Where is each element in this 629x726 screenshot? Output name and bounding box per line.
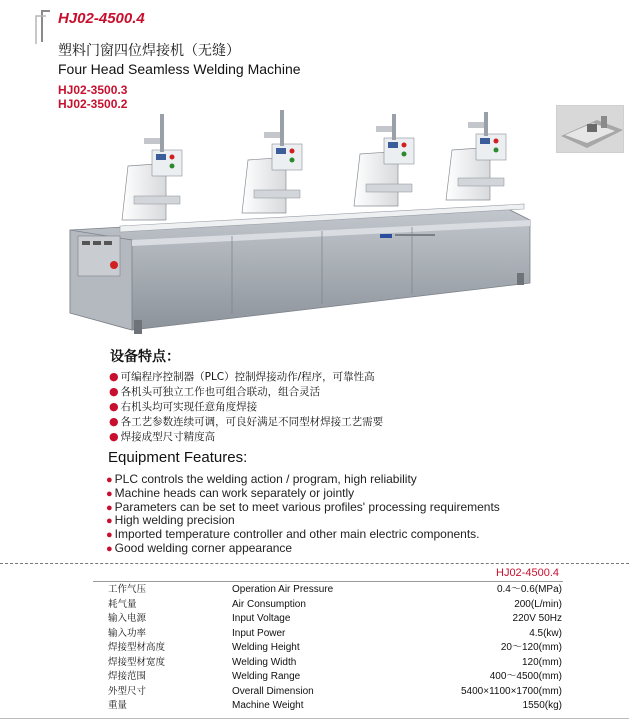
- list-item: [106, 528, 500, 542]
- bullet-icon: ●: [106, 542, 113, 555]
- table-row: [108, 612, 562, 627]
- table-row: [108, 627, 562, 642]
- bullet-icon: ●: [106, 474, 113, 486]
- list-item: [106, 473, 500, 487]
- bullet-icon: ●: [106, 515, 113, 528]
- feature-text: Machine heads can work separately or jointly: [114, 485, 355, 500]
- spec-label-cn: 外型尺寸: [108, 685, 147, 697]
- bullet-icon: ●: [106, 501, 113, 514]
- feature-text: 各工艺参数连续可调，可良好满足不同型材焊接工艺需要: [120, 416, 384, 428]
- section-divider: [0, 563, 629, 564]
- product-title-cn: 塑料门窗四位焊接机（无缝）: [58, 43, 240, 59]
- feature-text: 各机头可独立工作也可组合联动，组合灵活: [120, 386, 321, 398]
- product-title-en: Four Head Seamless Welding Machine: [58, 61, 301, 77]
- bullet-icon: ●: [109, 385, 119, 398]
- bullet-icon: ●: [109, 430, 119, 443]
- spec-label-cn: 焊接型材高度: [108, 642, 166, 653]
- feature-text: 右机头均可实现任意角度焊接: [120, 401, 258, 413]
- spec-label-en: Input Power: [232, 627, 286, 639]
- spec-value: 400～4500(mm): [489, 671, 562, 682]
- list-item: [109, 429, 383, 444]
- feature-text: Parameters can be set to meet various profiles' processing requirements: [114, 499, 500, 514]
- table-row: [108, 656, 562, 671]
- spec-label-en: Welding Width: [232, 656, 297, 668]
- spec-label-cn: 输入电源: [108, 613, 147, 624]
- table-row: [108, 685, 562, 700]
- list-item: [109, 414, 383, 429]
- spec-label-cn: 焊接范围: [108, 671, 147, 682]
- table-row: [108, 598, 562, 613]
- list-item: [106, 501, 500, 515]
- spec-value: 4.5(kw): [529, 627, 562, 639]
- bullet-icon: ●: [106, 487, 113, 500]
- spec-label-cn: 耗气量: [108, 598, 137, 610]
- bullet-icon: ●: [106, 529, 113, 542]
- feature-text: Good welding corner appearance: [114, 540, 293, 555]
- table-row: [108, 583, 562, 598]
- table-row: [108, 641, 562, 656]
- spec-label-cn: 工作气压: [108, 584, 147, 595]
- spec-header-rule: [93, 581, 563, 582]
- welding-machine-image: [62, 108, 552, 343]
- bullet-icon: ●: [109, 400, 119, 413]
- bottom-divider: [0, 718, 629, 719]
- spec-label-cn: 输入功率: [108, 627, 147, 639]
- feature-text: PLC controls the welding action / program, high reliability: [114, 472, 417, 486]
- features-list-en: [106, 473, 500, 556]
- list-item: [109, 369, 383, 384]
- spec-label-en: Welding Height: [232, 642, 300, 653]
- list-item: [109, 384, 383, 399]
- spec-label-en: Operation Air Pressure: [232, 584, 334, 595]
- spec-label-en: Machine Weight: [232, 700, 304, 711]
- spec-label-cn: 重量: [108, 700, 128, 711]
- spec-value: 0.4～0.6(MPa): [496, 584, 562, 595]
- spec-value: 120(mm): [521, 656, 562, 668]
- corner-bracket-logo: [20, 8, 60, 46]
- model-variant: HJ02-3500.3: [58, 83, 128, 97]
- table-row: [108, 670, 562, 685]
- features-heading-cn: 设备特点：: [110, 349, 180, 365]
- spec-label-en: Welding Range: [232, 671, 301, 682]
- spec-value: 1550(kg): [522, 700, 562, 711]
- table-row: [108, 699, 562, 714]
- list-item: [106, 487, 500, 501]
- bullet-icon: ●: [109, 415, 119, 428]
- feature-text: 可编程序控制器（PLC）控制焊接动作/程序，可靠性高: [120, 371, 375, 383]
- features-list-cn: [109, 369, 383, 444]
- spec-label-cn: 焊接型材宽度: [108, 656, 166, 668]
- model-number: HJ02-4500.4: [58, 10, 145, 27]
- spec-label-en: Input Voltage: [232, 613, 291, 624]
- spec-value: 220V 50Hz: [512, 613, 562, 624]
- feature-text: Imported temperature controller and other main electric components.: [114, 527, 480, 542]
- model-variant: HJ02-3500.2: [58, 97, 128, 111]
- list-item: [109, 399, 383, 414]
- detail-thumbnail-image: [556, 105, 624, 153]
- list-item: [106, 514, 500, 528]
- spec-value: 5400×1100×1700(mm): [461, 685, 562, 697]
- spec-table: [108, 583, 562, 714]
- spec-model-number: HJ02-4500.4: [496, 567, 559, 579]
- list-item: [106, 542, 500, 556]
- spec-label-en: Air Consumption: [232, 598, 306, 610]
- features-heading-en: Equipment Features:: [108, 449, 248, 466]
- spec-label-en: Overall Dimension: [232, 685, 314, 697]
- spec-value: 200(L/min): [514, 598, 562, 610]
- feature-text: High welding precision: [114, 513, 235, 528]
- spec-value: 20～120(mm): [500, 642, 562, 653]
- feature-text: 焊接成型尺寸精度高: [120, 431, 216, 443]
- bullet-icon: ●: [109, 370, 119, 383]
